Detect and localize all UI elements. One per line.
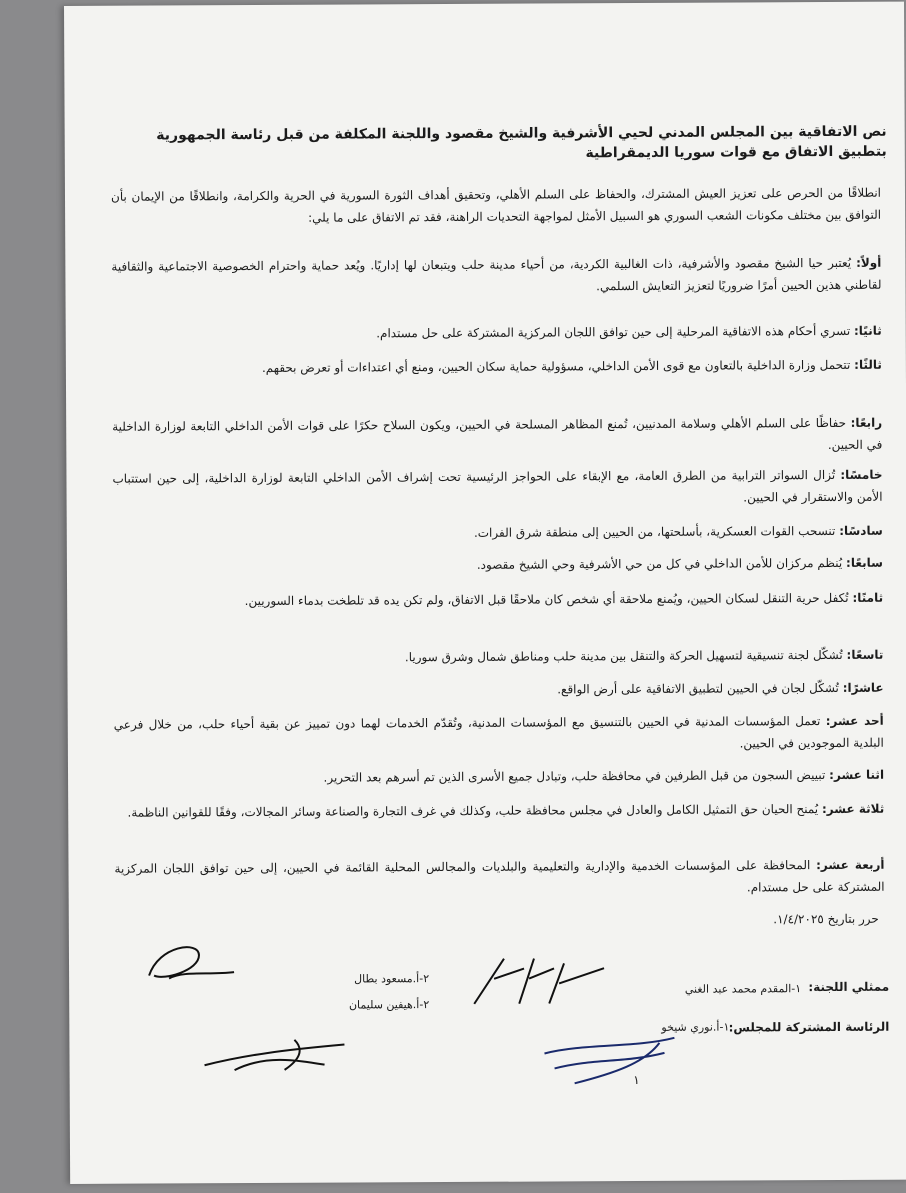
article-14-label: أربعة عشر:: [816, 857, 885, 873]
article-1-label: أولاً:: [856, 255, 882, 270]
article-13: [114, 798, 884, 824]
preamble: انطلاقًا من الحرص على تعزيز العيش المشترك، والحفاظ على السلم الأهلي، وتحقيق أهداف الثورة السورية في الحرية والكرامة، وانطلاقًا من الإيمان بأن التوافق بين مختلف مكونات الشعب السوري هو السبيل الأمثل لمواجهة التحديات الراهنة، فقد تم الاتفاق على ما يلي:: [110, 185, 882, 225]
article-8: [113, 587, 883, 613]
article-8-label: ثامنًا:: [852, 590, 884, 605]
signature-3-icon: [464, 948, 624, 1019]
document-content: [64, 2, 906, 1184]
signature-2-icon: [194, 1024, 354, 1085]
article-12-label: اثنا عشر:: [829, 767, 885, 783]
article-4-text: حفاظًا على السلم الأهلي وسلامة المدنيين، تُمنع المظاهر المسلحة في الحيين، ويكون السلاح حكرًا على قوات الأمن الداخلي التابعة لوزارة الداخلية في الحيين.: [112, 415, 883, 453]
co-presidency-label: الرئاسة المشتركة للمجلس:: [728, 1019, 890, 1035]
committee-member-1: ١-المقدم محمد عبد الغني: [684, 982, 802, 996]
page-number: ١: [633, 1073, 640, 1088]
article-11-text: تعمل المؤسسات المدنية في الحيين بالتنسيق مع المؤسسات المدنية، وتُقدّم الخدمات لهما دون تمييز عن بقية أحياء حلب، من خلال فرعي البلدية الموجودين في الحيين.: [113, 714, 884, 751]
article-3: [112, 354, 882, 380]
article-5-label: خامسًا:: [840, 467, 883, 482]
article-7-label: سابعًا:: [845, 555, 883, 570]
committee-label: ممثلي اللجنة:: [808, 979, 890, 995]
article-6-text: تنسحب القوات العسكرية، بأسلحتها، من الحيين إلى منطقة شرق الفرات.: [473, 523, 836, 540]
article-1: [111, 252, 881, 300]
article-2-label: ثانيًا:: [853, 323, 882, 338]
article-2: [112, 320, 882, 346]
article-14-text: المحافظة على المؤسسات الخدمية والإدارية والتعليمية والبلديات والمجالس المحلية القائمة في الحيين، إلى حين توافق اللجان المركزية المشتركة على حل مستدام.: [114, 858, 885, 895]
signature-1-icon: [139, 930, 239, 1001]
committee-member-2: ٢-أ.مسعود بطال: [354, 972, 430, 986]
article-13-label: ثلاثة عشر:: [821, 801, 885, 817]
article-4: [112, 412, 882, 460]
article-14: [114, 854, 884, 902]
article-5: [112, 464, 882, 512]
article-13-text: يُمنح الحيان حق التمثيل الكامل والعادل في مجلس محافظة حلب، وكذلك في غرف التجارة والصناعة وسائر المجالات، وفقًا للقوانين الناظمة.: [127, 802, 819, 820]
article-7: [113, 552, 883, 578]
article-2-text: تسري أحكام هذه الاتفاقية المرحلية إلى حين توافق اللجان المركزية المشتركة على حل مستدام.: [376, 323, 851, 341]
article-10: [114, 677, 884, 703]
article-6-label: سادسًا:: [839, 523, 883, 538]
signature-4-icon: [534, 1023, 684, 1094]
article-4-label: رابعًا:: [850, 415, 883, 430]
article-9: [113, 644, 883, 670]
article-5-text: تُزال السواتر الترابية من الطرق العامة، مع الإبقاء على الحواجز الرئيسية تحت إشراف الأمن الداخلي التابعة لوزارة الداخلية، إلى حين استتباب الأمن والاستقرار في الحيين.: [112, 467, 883, 505]
committee-member-3: ٢-أ.هيفين سليمان: [348, 998, 430, 1012]
article-6: [113, 520, 883, 546]
article-12-text: تبييض السجون من قبل الطرفين في محافظة حلب، وتبادل جميع الأسرى الذين تم أسرهم بعد التحرير.: [323, 768, 826, 785]
signing-date: حرر بتاريخ ١/٤/٢٠٢٥.: [773, 911, 879, 927]
article-12: [114, 764, 884, 790]
document-title: نص الاتفاقية بين المجلس المدني لحيي الأشرفية والشيخ مقصود واللجنة المكلفة من قبل رئاسة الجمهورية بتطبيق الاتفاق مع قوات سوريا الديمقراطية: [156, 123, 887, 162]
article-3-label: ثالثًا:: [854, 357, 882, 372]
article-9-text: تُشكّل لجنة تنسيقية لتسهيل الحركة والتنقل بين مدينة حلب ومناطق شمال وشرق سوريا.: [404, 647, 843, 665]
article-10-text: تُشكّل لجان في الحيين لتطبيق الاتفاقية على أرض الواقع.: [557, 680, 839, 697]
article-10-label: عاشرًا:: [842, 680, 884, 695]
article-3-text: تتحمل وزارة الداخلية بالتعاون مع قوى الأمن الداخلي، مسؤولية حماية سكان الحيين، ومنع أي اعتداءات أو تعرض بحقهم.: [261, 357, 851, 375]
article-7-text: يُنظم مركزان للأمن الداخلي في كل من حي الأشرفية وحي الشيخ مقصود.: [476, 555, 843, 572]
article-1-text: يُعتبر حيا الشيخ مقصود والأشرفية، ذات الغالبية الكردية، من أحياء مدينة حلب ويتبعان لها إداريًا. ويُعد حماية واحترام الخصوصية الاجتماعية والثقافية لقاطني هذين الحيين أمرًا ضروريًا لتعزيز التعايش السلمي.: [111, 255, 882, 294]
article-9-label: تاسعًا:: [846, 647, 884, 662]
document-page: [64, 2, 906, 1184]
article-8-text: تُكفل حرية التنقل لسكان الحيين، ويُمنع ملاحقة أي شخص كان ملاحقًا قبل الاتفاق، ولم تكن يده قد تلطخت بدماء السوريين.: [244, 590, 849, 609]
co-presidency-member-1: ١-أ.نوري شيخو: [661, 1020, 730, 1034]
article-11: [114, 710, 884, 758]
article-11-label: أحد عشر:: [825, 713, 884, 729]
